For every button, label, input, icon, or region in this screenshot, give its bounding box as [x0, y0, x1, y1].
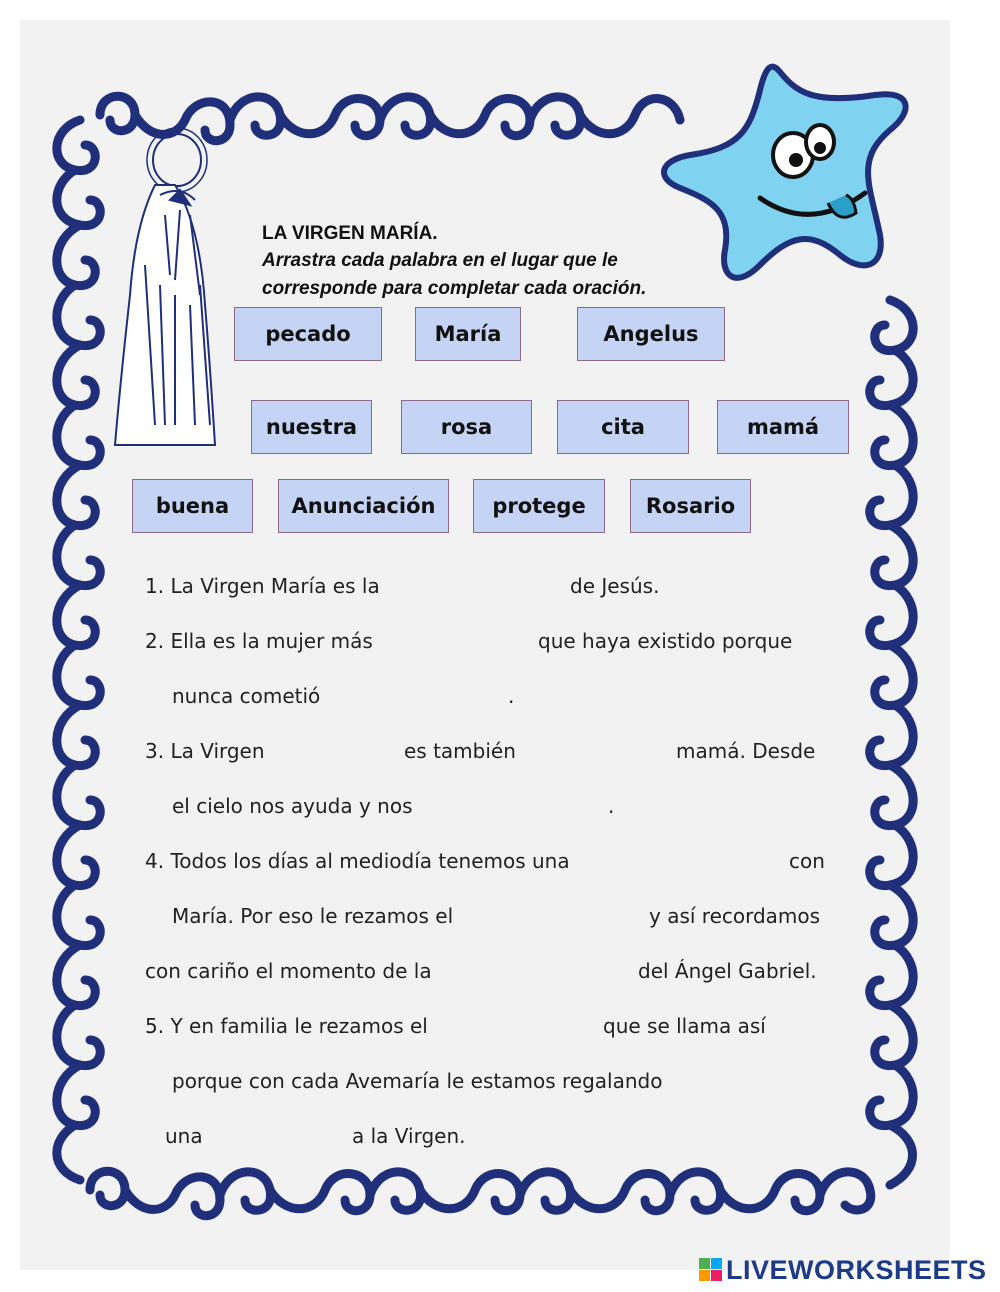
word-chip-pecado[interactable]: pecado: [234, 307, 382, 361]
instruction-line-1: Arrastra cada palabra en el lugar que le: [262, 250, 618, 271]
word-chip-maria[interactable]: María: [415, 307, 521, 361]
word-chip-mama[interactable]: mamá: [717, 400, 849, 454]
word-chip-nuestra[interactable]: nuestra: [251, 400, 372, 454]
sentence-3-part-c: mamá. Desde: [676, 739, 816, 763]
drop-zone-2[interactable]: [410, 625, 535, 659]
sentence-4-part-f: del Ángel Gabriel.: [638, 959, 817, 983]
sentence-5-part-b: que se llama así: [603, 1014, 766, 1038]
drop-zone-7[interactable]: [655, 845, 780, 879]
word-chip-anunciacion[interactable]: Anunciación: [278, 479, 449, 533]
sentence-5-part-d: una: [165, 1124, 203, 1148]
sentence-4-part-b: con: [789, 849, 825, 873]
word-chip-cita[interactable]: cita: [557, 400, 689, 454]
sentence-5-part-c: porque con cada Avemaría le estamos regalando: [172, 1069, 663, 1093]
sentence-4-part-c: María. Por eso le rezamos el: [172, 904, 454, 928]
drop-zone-8[interactable]: [510, 900, 645, 934]
brand-text: LIVEWORKSHEETS: [726, 1254, 987, 1285]
sentence-2-part-b: que haya existido porque: [538, 629, 793, 653]
drop-zone-4[interactable]: [290, 735, 400, 769]
word-chip-angelus[interactable]: Angelus: [577, 307, 725, 361]
word-chip-rosa[interactable]: rosa: [401, 400, 532, 454]
sentence-2-part-c: nunca cometió: [172, 684, 321, 708]
word-chip-buena[interactable]: buena: [132, 479, 253, 533]
drop-zone-10[interactable]: [475, 1010, 600, 1044]
word-chip-protege[interactable]: protege: [473, 479, 605, 533]
drop-zone-6[interactable]: [465, 790, 605, 824]
instruction-line-2: corresponde para completar cada oración.: [262, 278, 647, 299]
sentence-2-part-d: .: [508, 684, 515, 708]
sentence-4-part-d: y así recordamos: [649, 904, 821, 928]
sentence-5-part-e: a la Virgen.: [352, 1124, 466, 1148]
sentence-4-part-e: con cariño el momento de la: [145, 959, 432, 983]
virgin-mary-icon: [115, 128, 215, 445]
drop-zone-3[interactable]: [360, 680, 505, 714]
sentence-4-part-a: 4. Todos los días al mediodía tenemos una: [145, 849, 570, 873]
sentence-3-part-a: 3. La Virgen: [145, 739, 265, 763]
sentence-1-part-b: de Jesús.: [570, 574, 660, 598]
sentence-3-part-e: .: [608, 794, 615, 818]
liveworksheets-logo-icon: [698, 1257, 724, 1283]
drop-zone-9[interactable]: [490, 955, 635, 989]
sentence-5-part-a: 5. Y en familia le rezamos el: [145, 1014, 428, 1038]
word-chip-rosario[interactable]: Rosario: [630, 479, 751, 533]
sentence-2-part-a: 2. Ella es la mujer más: [145, 629, 373, 653]
sentence-1-part-a: 1. La Virgen María es la: [145, 574, 380, 598]
drop-zone-5[interactable]: [545, 735, 670, 769]
drop-zone-1[interactable]: [420, 570, 560, 604]
drop-zone-11[interactable]: [220, 1120, 345, 1154]
star-face-icon: [664, 67, 906, 278]
sentence-3-part-b: es también: [404, 739, 516, 763]
worksheet-page: [20, 20, 950, 1270]
sentence-3-part-d: el cielo nos ayuda y nos: [172, 794, 413, 818]
liveworksheets-brand[interactable]: [698, 1254, 987, 1286]
worksheet-title: LA VIRGEN MARÍA.: [262, 223, 438, 244]
